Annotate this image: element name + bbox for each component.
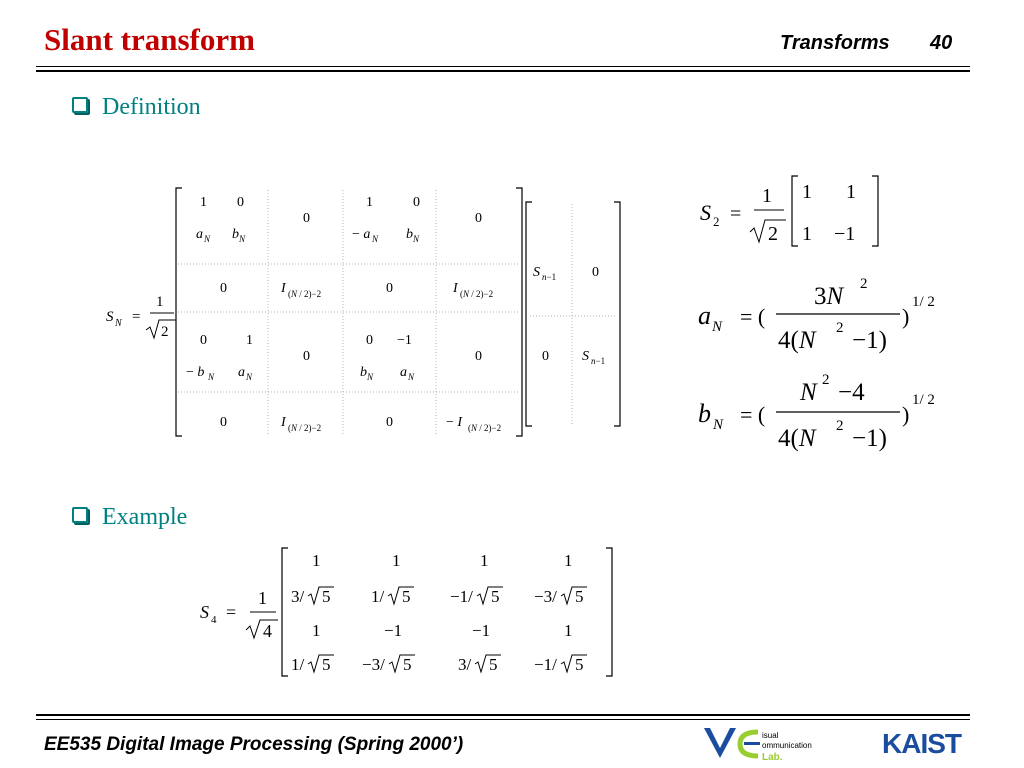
svg-text:S: S: [700, 200, 711, 225]
svg-text:a: a: [238, 365, 245, 380]
svg-text:I: I: [281, 281, 286, 296]
svg-text:1: 1: [846, 181, 856, 203]
kaist-logo-text: KAIST: [882, 728, 961, 759]
svg-text:2: 2: [836, 418, 844, 434]
svg-text:a: a: [698, 301, 711, 330]
svg-text:I: I: [453, 281, 458, 296]
svg-text:1: 1: [156, 294, 164, 310]
visual-communication-lab-logo: [700, 724, 830, 764]
kaist-logo: [880, 726, 970, 760]
svg-text:1: 1: [200, 195, 207, 210]
svg-text:−1: −1: [397, 333, 412, 348]
svg-text:−1: −1: [384, 621, 403, 640]
footer-course: EE535 Digital Image Processing (Spring 2000’): [44, 734, 464, 755]
svg-text:N: N: [408, 372, 415, 382]
checkbox-bullet-icon: [72, 507, 88, 523]
svg-text:5: 5: [402, 587, 411, 606]
svg-text:3N: 3N: [814, 283, 844, 310]
footer-rule-top: [36, 714, 970, 716]
svg-text:= (: = (: [740, 402, 766, 427]
svg-text:N: N: [413, 234, 420, 244]
svg-text:1: 1: [258, 588, 267, 608]
svg-text:1/: 1/: [291, 655, 305, 674]
svg-text:1: 1: [564, 551, 573, 570]
svg-text:1: 1: [366, 195, 373, 210]
svg-text:−4: −4: [838, 379, 865, 406]
svg-text:(N / 2)−2: (N / 2)−2: [288, 423, 322, 433]
svg-text:0: 0: [220, 415, 227, 430]
svg-text:Lab.: Lab.: [762, 752, 783, 763]
svg-text:−1: −1: [472, 621, 491, 640]
svg-text:1: 1: [392, 551, 401, 570]
svg-text:3/: 3/: [291, 587, 305, 606]
footer-rule-bottom: [36, 719, 970, 720]
svg-text:0: 0: [475, 211, 482, 226]
svg-text:S: S: [533, 265, 540, 280]
checkbox-bullet-icon: [72, 97, 88, 113]
svg-text:0: 0: [303, 349, 310, 364]
bn-formula: [696, 366, 956, 458]
svg-text:a: a: [400, 365, 407, 380]
svg-text:ommunication: ommunication: [762, 741, 812, 750]
svg-text:1: 1: [312, 551, 321, 570]
svg-text:−1: −1: [834, 223, 856, 245]
svg-text:0: 0: [475, 349, 482, 364]
svg-text:0: 0: [413, 195, 420, 210]
svg-text:N: N: [239, 234, 246, 244]
an-formula: [696, 268, 956, 360]
svg-text:5: 5: [489, 655, 498, 674]
svg-text:(N / 2)−2: (N / 2)−2: [288, 289, 322, 299]
svg-text:N: N: [115, 318, 122, 329]
svg-text:4: 4: [263, 621, 272, 641]
svg-text:=: =: [226, 602, 237, 622]
svg-text:−3/: −3/: [362, 655, 385, 674]
svg-text:4(N: 4(N: [778, 327, 816, 354]
svg-text:5: 5: [575, 587, 584, 606]
svg-text:=: =: [132, 309, 141, 325]
svg-text:b: b: [232, 227, 239, 242]
svg-text:1: 1: [762, 185, 772, 207]
svg-text:I: I: [281, 415, 286, 430]
svg-text:4(N: 4(N: [778, 425, 816, 452]
svg-text:b: b: [406, 227, 413, 242]
svg-text:n−1: n−1: [542, 272, 557, 282]
svg-text:2: 2: [161, 324, 169, 340]
svg-text:N: N: [713, 417, 724, 433]
svg-text:N: N: [367, 372, 374, 382]
svg-text:N: N: [372, 234, 379, 244]
svg-text:2: 2: [713, 214, 720, 229]
svg-text:(N / 2)−2: (N / 2)−2: [460, 289, 494, 299]
svg-text:− a: − a: [352, 227, 371, 242]
svg-text:N: N: [800, 379, 817, 406]
slide-title: Slant transform: [44, 22, 255, 57]
svg-text:N: N: [208, 372, 215, 382]
svg-text:1: 1: [802, 223, 812, 245]
svg-text:5: 5: [322, 587, 331, 606]
svg-text:5: 5: [491, 587, 500, 606]
bullet-example: [72, 504, 187, 531]
svg-text:=: =: [730, 203, 742, 225]
slide-topic: Transforms: [780, 32, 890, 54]
header-rule-top: [36, 66, 970, 67]
header-rule-bottom: [36, 70, 970, 72]
svg-text:− I: − I: [446, 415, 463, 430]
s2-formula: [696, 170, 886, 256]
svg-text:1: 1: [564, 621, 573, 640]
svg-text:4: 4: [211, 614, 217, 626]
svg-text:a: a: [196, 227, 203, 242]
svg-text:N: N: [204, 234, 211, 244]
svg-text:2: 2: [768, 223, 778, 245]
svg-text:2: 2: [836, 320, 844, 336]
svg-text:b: b: [360, 365, 367, 380]
svg-text:1/ 2: 1/ 2: [912, 392, 935, 408]
svg-text:3/: 3/: [458, 655, 472, 674]
svg-text:1: 1: [802, 181, 812, 203]
svg-text:−3/: −3/: [534, 587, 557, 606]
svg-text:0: 0: [592, 265, 599, 280]
svg-text:0: 0: [386, 281, 393, 296]
svg-text:): ): [902, 304, 910, 329]
svg-text:(N / 2)−2: (N / 2)−2: [468, 423, 502, 433]
example-label: Example: [102, 504, 188, 530]
svg-text:2: 2: [822, 372, 830, 388]
bullet-definition: [72, 94, 201, 121]
definition-label: Definition: [102, 94, 201, 120]
svg-text:0: 0: [220, 281, 227, 296]
svg-text:S: S: [582, 349, 589, 364]
svg-text:0: 0: [237, 195, 244, 210]
svg-text:S: S: [106, 309, 114, 325]
svg-text:N: N: [246, 372, 253, 382]
svg-text:0: 0: [200, 333, 207, 348]
svg-text:1/ 2: 1/ 2: [912, 294, 935, 310]
svg-text:n−1: n−1: [591, 356, 606, 366]
svg-text:5: 5: [322, 655, 331, 674]
svg-text:isual: isual: [762, 731, 779, 740]
svg-text:0: 0: [303, 211, 310, 226]
page-number: 40: [930, 32, 953, 54]
svg-text:5: 5: [575, 655, 584, 674]
svg-text:1: 1: [480, 551, 489, 570]
svg-text:N: N: [712, 319, 723, 335]
svg-text:0: 0: [366, 333, 373, 348]
sn-definition-formula: [100, 180, 630, 442]
svg-text:− b: − b: [186, 365, 205, 380]
svg-text:S: S: [200, 602, 209, 622]
svg-text:1/: 1/: [371, 587, 385, 606]
s4-example-formula: [196, 540, 626, 682]
svg-text:0: 0: [542, 349, 549, 364]
svg-text:1: 1: [312, 621, 321, 640]
svg-text:−1): −1): [852, 327, 887, 354]
svg-text:−1/: −1/: [534, 655, 557, 674]
svg-text:= (: = (: [740, 304, 766, 329]
svg-text:5: 5: [403, 655, 412, 674]
svg-text:−1/: −1/: [450, 587, 473, 606]
svg-text:2: 2: [860, 276, 868, 292]
svg-text:): ): [902, 402, 910, 427]
svg-text:−1): −1): [852, 425, 887, 452]
svg-text:1: 1: [246, 333, 253, 348]
svg-text:b: b: [698, 399, 711, 428]
svg-text:0: 0: [386, 415, 393, 430]
